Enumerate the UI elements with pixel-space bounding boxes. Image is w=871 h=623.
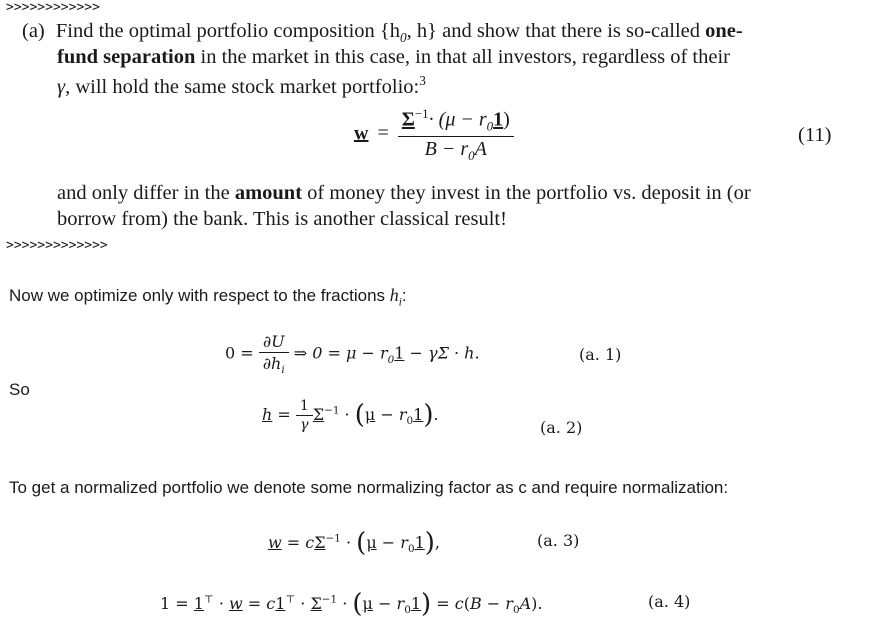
part-a-line3-rest: , will hold the same stock market portfolio: bbox=[65, 75, 420, 98]
equation-11: w = $\frac{\Sigma^{-1}\cdot (\mu - r_01)}{B - r_0A}$ bbox=[354, 106, 514, 164]
equation-a2: h = $\frac{1}{\gamma}$ $\Sigma^{-1} \cdot (\mu - r_01)$. bbox=[262, 398, 439, 433]
eq-a1-tag: (a. 1) bbox=[579, 345, 622, 364]
after-eq-line-1 bbox=[57, 182, 751, 205]
equation-a1: 0 = $\frac{\partial U}{\partial h_i}$ ⇒ $0 = \mu - r_01 - \gamma\Sigma \cdot h$. bbox=[225, 332, 480, 377]
after-eq-line-2: borrow from) the bank. This is another classical result! bbox=[57, 208, 507, 230]
after-eq-post: of money they invest in the portfolio vs. deposit in (or bbox=[307, 182, 751, 204]
section-marker-bottom: >>>>>>>>>>>>> bbox=[6, 238, 108, 253]
equation-a3: $w = c\Sigma^{-1} \cdot (\mu - r_01)$, bbox=[268, 528, 441, 558]
equation-a4: $1 = 1^⊤ \cdot w = c1^⊤ \cdot \Sigma^{-1} \cdot (\mu - r_01) = c(B - r_0A)$. bbox=[160, 589, 543, 619]
part-a-line1-rest: , h} and show that there is so-called bbox=[406, 20, 700, 42]
after-eq-pre: and only differ in the bbox=[57, 182, 230, 204]
part-a-label: (a) bbox=[22, 20, 45, 42]
h-sub: 0 bbox=[399, 30, 407, 46]
optimize-text: Now we optimize only with respect to the fractions bbox=[9, 286, 386, 305]
eq11-denominator: $B - r_0A$ bbox=[424, 137, 487, 163]
h-sub-i: i bbox=[398, 296, 402, 309]
amount-bold: amount bbox=[234, 182, 303, 204]
eq-a2-tag: (a. 2) bbox=[540, 418, 583, 437]
gamma-symbol: γ bbox=[57, 75, 66, 98]
partial-fraction: $\frac{\partial U}{\partial h_i}$ bbox=[259, 332, 289, 376]
h-var: h bbox=[389, 285, 399, 305]
fund-separation-bold: fund separation bbox=[57, 46, 196, 68]
part-a-line-3 bbox=[57, 73, 426, 99]
part-a-line2-rest: in the market in this case, in that all investors, regardless of their bbox=[200, 46, 730, 68]
section-marker-top: >>>>>>>>>>>> bbox=[6, 0, 100, 15]
normalize-line: To get a normalized portfolio we denote some normalizing factor as c and require normalization: bbox=[9, 478, 729, 497]
eq11-numerator: $\Sigma^{-1}\cdot (\mu - r_01)$ bbox=[398, 106, 514, 137]
part-a-line-1 bbox=[22, 20, 743, 46]
eq-a4-tag: (a. 4) bbox=[648, 592, 691, 611]
footnote-mark: 3 bbox=[419, 73, 426, 88]
eq11-lhs-w: w bbox=[354, 122, 369, 145]
so-label: So bbox=[9, 380, 30, 399]
eq11-tag: (11) bbox=[798, 124, 832, 146]
one-bold: one- bbox=[705, 20, 743, 42]
eq11-fraction bbox=[398, 106, 514, 164]
part-a-line1-text: Find the optimal portfolio composition {h bbox=[55, 20, 400, 42]
optimize-line: Now we optimize only with respect to the fractions $h_i$: bbox=[9, 285, 407, 309]
part-a-line-2 bbox=[57, 46, 730, 69]
eq-a3-tag: (a. 3) bbox=[537, 531, 580, 550]
